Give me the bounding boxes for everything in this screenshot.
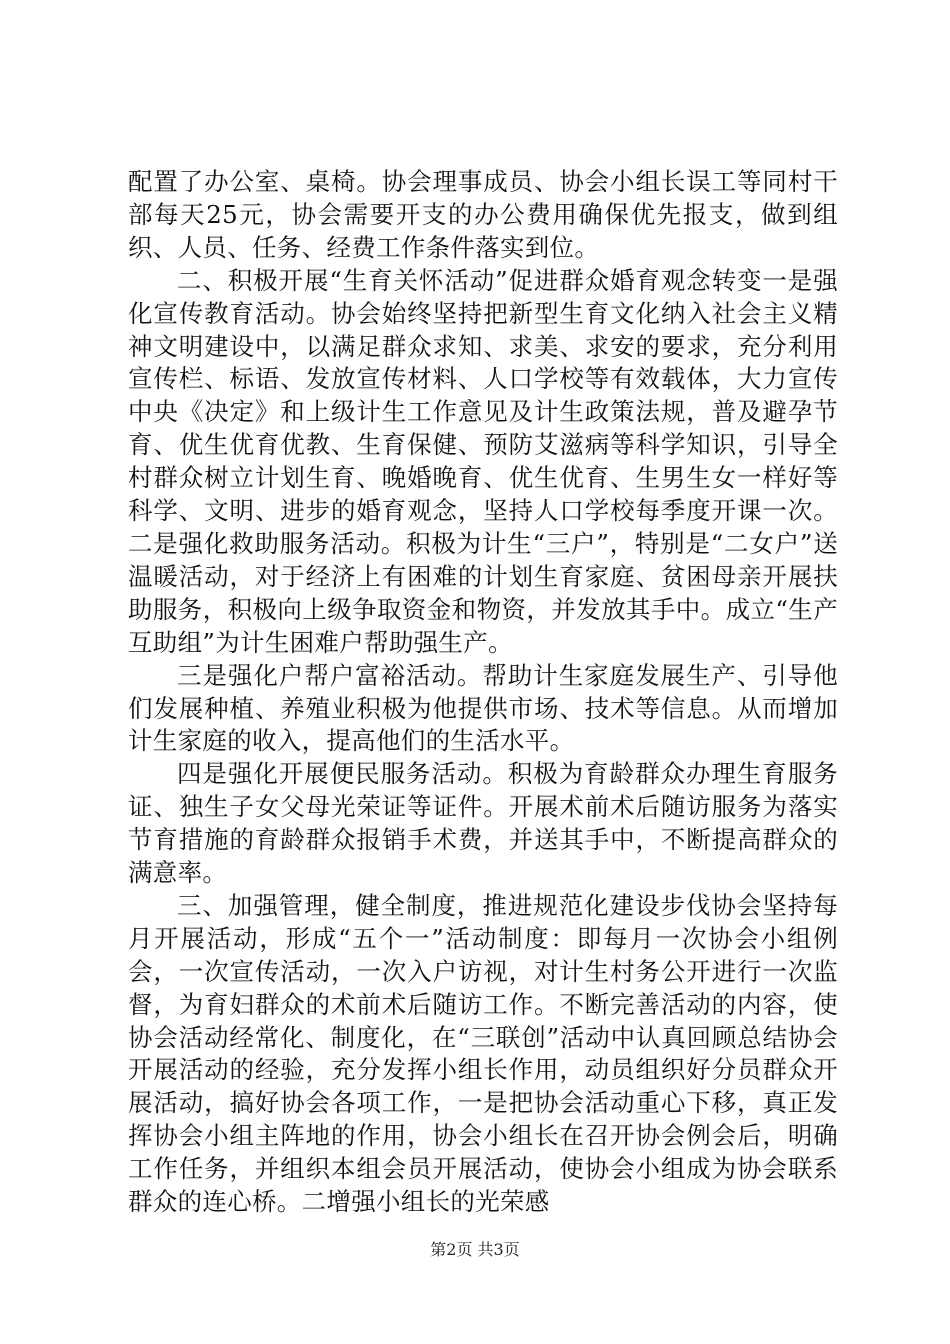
paragraph-section-two: 二、积极开展“生育关怀活动”促进群众婚育观念转变一是强化宣传教育活动。协会始终坚持把新型生育文化纳入社会主义精神文明建设中，以满足群众求知、求美、求安的要求，充分利用宣传栏、标语、发放宣传材料、人口学校等有效载体，大力宣传中央《决定》和上级计生工作意见及计生政策法规，普及避孕节育、优生优育优教、生育保健、预防艾滋病等科学知识，引导全村群众树立计划生育、晚婚晚育、优生优育、生男生女一样好等科学、文明、进步的婚育观念，坚持人口学校每季度开课一次。二是强化救助服务活动。积极为计生“三户”，特别是“二女户”送温暖活动，对于经济上有困难的计划生育家庭、贫困母亲开展扶助服务，积极向上级争取资金和物资，并发放其手中。成立“生产互助组”为计生困难户帮助强生产。	[128, 265, 838, 657]
document-body	[128, 166, 838, 1219]
paragraph-point-four: 四是强化开展便民服务活动。积极为育龄群众办理生育服务证、独生子女父母光荣证等证件。开展术前术后随访服务为落实节育措施的育龄群众报销手术费，并送其手中，不断提高群众的满意率。	[128, 759, 838, 888]
paragraph-continuation: 配置了办公室、桌椅。协会理事成员、协会小组长误工等同村干部每天25元，协会需要开支的办公费用确保优先报支，做到组织、人员、任务、经费工作条件落实到位。	[128, 167, 838, 262]
page-footer	[0, 1240, 950, 1260]
page-number-label: 第2页 共3页	[430, 1240, 520, 1259]
paragraph-section-three: 三、加强管理，健全制度，推进规范化建设步伐协会坚持每月开展活动，形成“五个一”活动制度：即每月一次协会小组例会，一次宣传活动，一次入户访视，对计生村务公开进行一次监督，为育妇群众的术前术后随访工作。不断完善活动的内容，使协会活动经常化、制度化，在“三联创”活动中认真回顾总结协会开展活动的经验，充分发挥小组长作用，动员组织好分员群众开展活动，搞好协会各项工作，一是把协会活动重心下移，真正发挥协会小组主阵地的作用，协会小组长在召开协会例会后，明确工作任务，并组织本组会员开展活动，使协会小组成为协会联系群众的连心桥。二增强小组长的光荣感	[128, 890, 838, 1217]
paragraph-point-three: 三是强化户帮户富裕活动。帮助计生家庭发展生产、引导他们发展种植、养殖业积极为他提供市场、技术等信息。从而增加计生家庭的收入，提高他们的生活水平。	[128, 660, 838, 756]
